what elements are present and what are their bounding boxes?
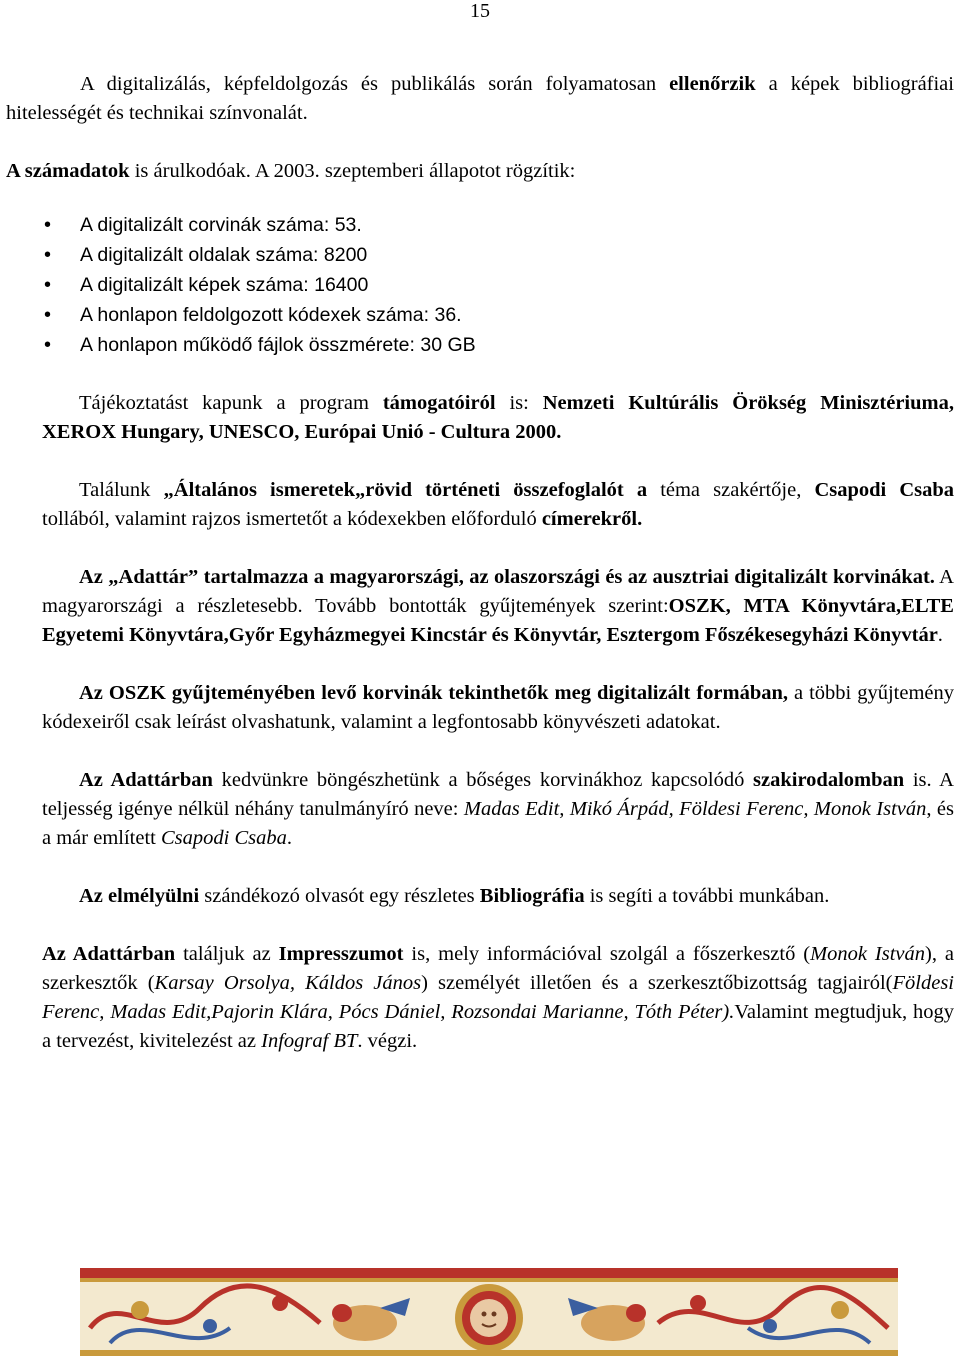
list-item: • A honlapon működő fájlok összmérete: 30 GB (6, 330, 954, 360)
collection-list: OSZK, MTA Könyvtára,ELTE Egyetemi Könyvtára,Győr Egyházmegyei Kincstár és Könyvtár, Esztergom Főszékesegyházi Könyvtár (42, 595, 954, 646)
list-item: • A digitalizált oldalak száma: 8200 (6, 240, 954, 270)
paragraph-adattar: Az „Adattár” tartalmazza a magyarországi, az olaszországi és az ausztriai digitalizált korvinákat. A magyarországi a részletesebb. Tovább bontották gyűjtemények szerint:OSZK, MTA Könyvtára,ELTE Egyetemi Könyvtára,Győr Egyházmegyei Kincstár és Könyvtár, Esztergom Főszékesegyházi Könyvtár. (42, 566, 954, 646)
list-item: • A honlapon feldolgozott kódexek száma: 36. (6, 300, 954, 330)
decorative-codex-border-image (80, 1268, 898, 1356)
statistics-list (6, 210, 954, 360)
sponsor-list: Nemzeti Kultúrális Örökség Minisztériuma, XEROX Hungary, UNESCO, Európai Unió - Cultura 2000. (42, 392, 954, 443)
list-item: • A digitalizált képek száma: 16400 (6, 270, 954, 300)
document-body (6, 70, 954, 1056)
paragraph-literature: Az Adattárban kedvünkre böngészhetünk a bőséges korvinákhoz kapcsolódó szakirodalomban is. A teljesség igénye nélkül néhány tanulmányíró neve: Madas Edit, Mikó Árpád, Földesi Ferenc, Monok István, és a már említett Csapodi Csaba. (42, 769, 954, 849)
ornament-band (80, 1268, 898, 1278)
emphasis-ellenorzik: ellenőrzik (669, 73, 756, 95)
paragraph-statistics-intro: A számadatok is árulkodóak. A 2003. szeptemberi állapotot rögzítik: (6, 160, 576, 182)
paragraph-impressum: Az Adattárban találjuk az Impresszumot is, mely információval szolgál a főszerkesztő (Monok István), a szerkesztők (Karsay Orsolya, Káldos János) személyét illetően és a szerkesztőbizottság tagjairól(Földesi Ferenc, Madas Edit,Pajorin Klára, Pócs Dániel, Rozsondai Marianne, Tóth Péter).Valamint megtudjuk, hogy a tervezést, kivitelezést az Infograf BT. végzi. (42, 943, 954, 1052)
paragraph-oszk: Az OSZK gyűjteményében levő korvinák tekinthetők meg digitalizált formában, a többi gyűjtemény kódexeiről csak leírást olvashatunk, valamint a legfontosabb könyvészeti adatokat. (42, 682, 955, 733)
page-number: 15 (470, 0, 490, 22)
emphasis-szamadatok: A számadatok (6, 160, 130, 182)
list-item: • A digitalizált corvinák száma: 53. (6, 210, 954, 240)
paragraph-general-knowledge: Találunk „Általános ismeretek„rövid történeti összefoglalót a téma szakértője, Csapodi Csaba tollából, valamint rajzos ismertetőt a kódexekben előforduló címerekről. (42, 479, 954, 530)
paragraph-sponsors: Tájékoztatást kapunk a program támogatóiról is: Nemzeti Kultúrális Örökség Minisztériuma, XEROX Hungary, UNESCO, Európai Unió - Cultura 2000. (42, 392, 954, 443)
paragraph-digitalization: A digitalizálás, képfeldolgozás és publikálás során folyamatosan ellenőrzik a képek bibliográfiai hitelességét és technikai színvonalát. (6, 73, 954, 124)
ornament-illustration (80, 1268, 898, 1356)
paragraph-bibliography: Az elmélyülni szándékozó olvasót egy részletes Bibliográfia is segíti a további munkában. (79, 885, 830, 907)
